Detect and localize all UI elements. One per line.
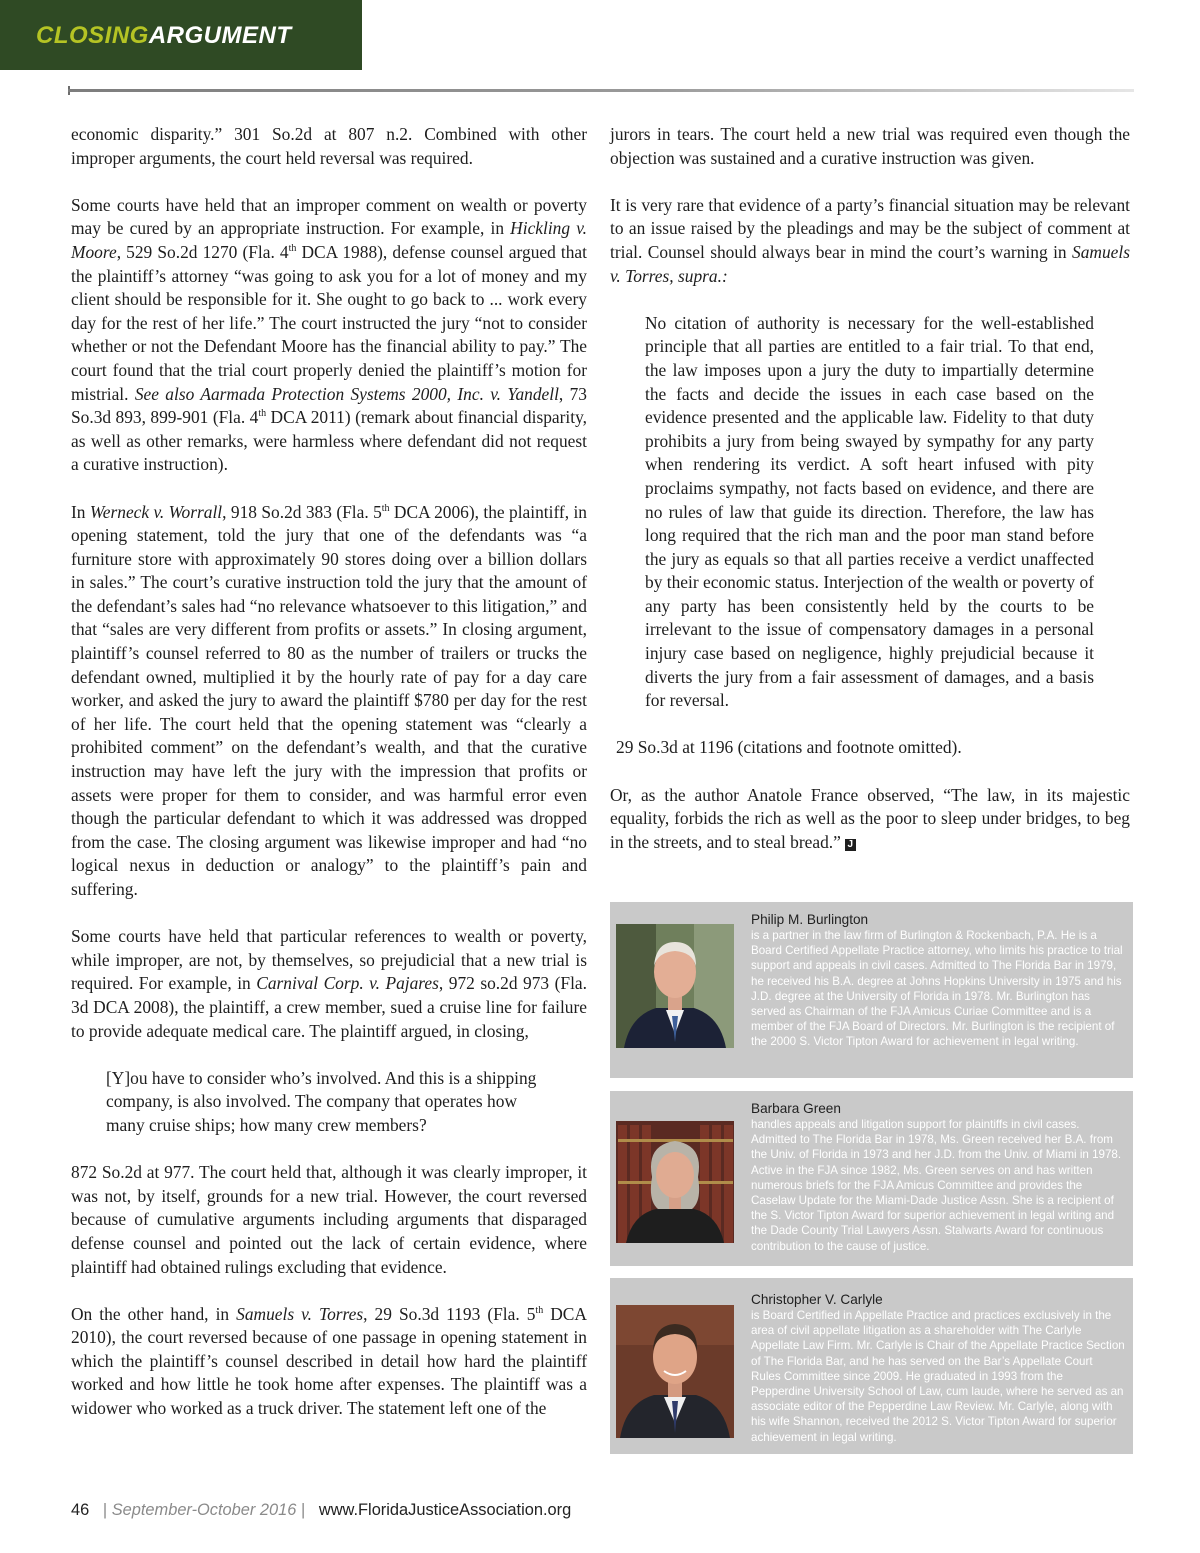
headshot-image [616, 1121, 734, 1243]
author-bio [610, 1278, 1133, 1454]
section-title [36, 22, 292, 50]
bio-name: Barbara Green [751, 1101, 841, 1116]
headshot-image [616, 924, 734, 1048]
paragraph: 29 So.3d at 1196 (citations and footnote omitted). [616, 737, 962, 758]
bio-description: handles appeals and litigation support for plaintiffs in civil cases. Admitted to The Florida Bar in 1978, Ms. Green received her B.A. from the Univ. of Florida in 1973 and her J.D. from the Univ. of Miami in 1978. Active in the FJA since 1982, Ms. Green serves on and has written numerous briefs for the FJA Amicus Committee and provides the Caselaw Update for the Miami-Dade Justice Assn. She is a recipient of the S. Victor Tipton Award for superior achievement in legal writing and the Dade County Trial Lawyers Assn. Stalwarts Award for continuous contribution to the cause of justice. [751, 1118, 1122, 1253]
paragraph: jurors in tears. The court held a new trial was required even though the objection was sustained and a curative instruction was given. [610, 124, 1130, 168]
paragraph: In Werneck v. Worrall, 918 So.2d 383 (Fla. 5th DCA 2006), the plaintiff, in opening statement, told the jury that one of the defendants was “a furniture store with approximately 90 stores doing over a billion dollars in sales.” The court’s curative instruction told the jury that the amount of the defendant’s sales had “no relevance whatsoever to this litigation,” and that “sales are very different from profits or assets.” In closing argument, plaintiff’s counsel referred to 80 as the number of trailers or trucks the defendant owned, multiplied it by the hourly rate of pay for a day care worker, and asked the jury to award the plaintiff $780 per day for the rest of her life. The court held that the opening statement was “clearly a prohibited comment” on the defendant’s wealth, and that the curative instruction may have left the jury with the impression that profits or assets were proper for them to consider, and was harmful error even though the particular defendant to which it was addressed was dropped from the case. The closing argument was likewise improper and had “no logical nexus in deduction or analogy” to the plaintiff’s pain and suffering. [71, 501, 587, 899]
author-photo-carlyle [616, 1305, 734, 1438]
author-bio [610, 902, 1133, 1078]
case-name: Carnival Corp. v. Pajares [256, 973, 439, 994]
author-photo-green [616, 1121, 734, 1243]
author-bio [610, 1091, 1133, 1266]
bio-description: is a partner in the law firm of Burlington & Rockenbach, P.A. He is a Board Certified Appellate Practice attorney, who limits his practice to trial support and appeals in civil cases. Admitted to The Florida Bar in 1979, he received his B.A. degree at Johns Hopkins University in 1975 and his J.D. degree at the University of Florida in 1978. Mr. Burlington has served as Chairman of the FJA Amicus Curiae Committee and is a member of the FJA Board of Directors. Mr. Burlington is the recipient of the 2000 S. Victor Tipton Award for achievement in legal writing. [751, 929, 1123, 1049]
section-title-part2: ARGUMENT [148, 22, 292, 49]
case-name: See also Aarmada Protection Systems 2000, Inc. v. Yandell [134, 383, 559, 404]
header-rule [68, 89, 1134, 92]
end-mark-icon: J [845, 839, 856, 851]
block-quote: [Y]ou have to consider who’s involved. And this is a shipping company, is also involved. The company that operates how many cruise ships; how many crew members? [106, 1067, 537, 1135]
case-name: Samuels v. Torres [236, 1303, 364, 1324]
author-photo-burlington [616, 924, 734, 1048]
paragraph: Some courts have held that an improper comment on wealth or poverty may be cured by an appropriate instruction. For example, in Hickling v. Moore, 529 So.2d 1270 (Fla. 4th DCA 1988), defense counsel argued that the plaintiff’s attorney “was going to ask you for a lot of money and my client should be responsible for it. She ought to go back to ... work every day for the rest of her life.” The court instructed the jury “not to consider whether or not the Defendant Moore has the financial ability to pay.” The court found that the trial court properly denied the plaintiff’s motion for mistrial. See also Aarmada Protection Systems 2000, Inc. v. Yandell, 73 So.3d 893, 899-901 (Fla. 4th DCA 2011) (remark about financial disparity, as well as other remarks, were harmless where defendant did not request a curative instruction). [71, 194, 587, 475]
issue-date: September-October 2016 [111, 1501, 297, 1519]
block-quote: No citation of authority is necessary for the well-established principle that all parties are entitled to a fair trial. To that end, the law imposes upon a jury the duty to impartially determine the facts and decide the issues in each case based on the evidence presented and the applicable law. Fidelity to that duty prohibits a jury from being swayed by sympathy for any party when rendering its verdict. A soft heart infused with pity proclaims sympathy, not facts based on evidence, and there are no rules of law that guide its direction. Therefore, the law has long required that the rich man and the poor man stand before the jury as equals so that all parties receive a verdict unaffected by their economic status. Interjection of the wealth or poverty of any party has been consistently held by the courts to be irrelevant to the issue of compensatory damages in a personal injury case based on negligence, highly prejudicial because it diverts the jury from a fair assessment of damages, and a basis for reversal. [645, 312, 1094, 711]
paragraph: It is very rare that evidence of a party’s financial situation may be relevant to an issue raised by the pleadings and may be the subject of comment at trial. Counsel should always bear in mind the court’s warning in Samuels v. Torres, supra.: [610, 194, 1130, 286]
footer-separator: | [93, 1501, 112, 1519]
bio-description: is Board Certified in Appellate Practice and practices exclusively in the area of civil appellate litigation as a shareholder with The Carlyle Appellate Law Firm. Mr. Carlyle is Chair of the Appellate Practice Section of The Florida Bar, and he has served on the Bar’s Appellate Court Rules Committee since 2009. He graduated in 1993 from the Pepperdine University School of Law, cum laude, where he served as an associate editor of the Pepperdine Law Review. Mr. Carlyle, along with his wife Shannon, received the 2012 S. Victor Tipton Award for superior achievement in legal writing. [751, 1309, 1125, 1444]
bio-name: Christopher V. Carlyle [751, 1292, 883, 1307]
bio-text [751, 1100, 1125, 1254]
bio-name: Philip M. Burlington [751, 912, 869, 927]
paragraph: Some courts have held that particular references to wealth or poverty, while improper, are not, by themselves, so prejudicial that a new trial is required. For example, in Carnival Corp. v. Pajares, 972 so.2d 973 (Fla. 3d DCA 2008), the plaintiff, a crew member, sued a cruise line for failure to provide adequate medical care. The plaintiff argued, in closing, [71, 926, 587, 1041]
paragraph: Or, as the author Anatole France observed, “The law, in its majestic equality, forbids the rich as well as the poor to sleep under bridges, to beg in the streets, and to steal bread.” J [610, 784, 1130, 852]
bio-text [751, 911, 1125, 1050]
case-name: Werneck v. Worrall [89, 501, 223, 522]
case-name: Samuels v. Torres [610, 241, 1130, 286]
paragraph: 872 So.2d at 977. The court held that, although it was clearly improper, it was not, by itself, grounds for a new trial. However, the court reversed because of cumulative arguments including arguments that disparaged defense counsel and pointed out the lack of certain evidence, where plaintiff had obtained rulings excluding that evidence. [71, 1162, 587, 1277]
paragraph: economic disparity.” 301 So.2d at 807 n.2. Combined with other improper arguments, the court held reversal was required. [71, 124, 587, 168]
bio-text [751, 1291, 1125, 1445]
website-link[interactable]: www.FloridaJusticeAssociation.org [318, 1501, 572, 1519]
right-column [610, 123, 1130, 878]
page-number: 46 [71, 1501, 90, 1519]
paragraph: On the other hand, in Samuels v. Torres, 29 So.3d 1193 (Fla. 5th DCA 2010), the court reversed because of one passage in opening statement in which the plaintiff’s counsel described in detail how hard the plaintiff worked and how little he took home after expenses. The plaintiff was a widower who worked as a truck driver. The statement left one of the [71, 1303, 587, 1419]
page-footer [71, 1501, 571, 1520]
headshot-image [616, 1305, 734, 1438]
section-header [0, 0, 362, 70]
left-column [71, 123, 587, 1444]
case-name: Hickling v. Moore [71, 218, 587, 262]
footer-separator: | [296, 1501, 319, 1519]
section-title-part1: CLOSING [36, 22, 149, 49]
